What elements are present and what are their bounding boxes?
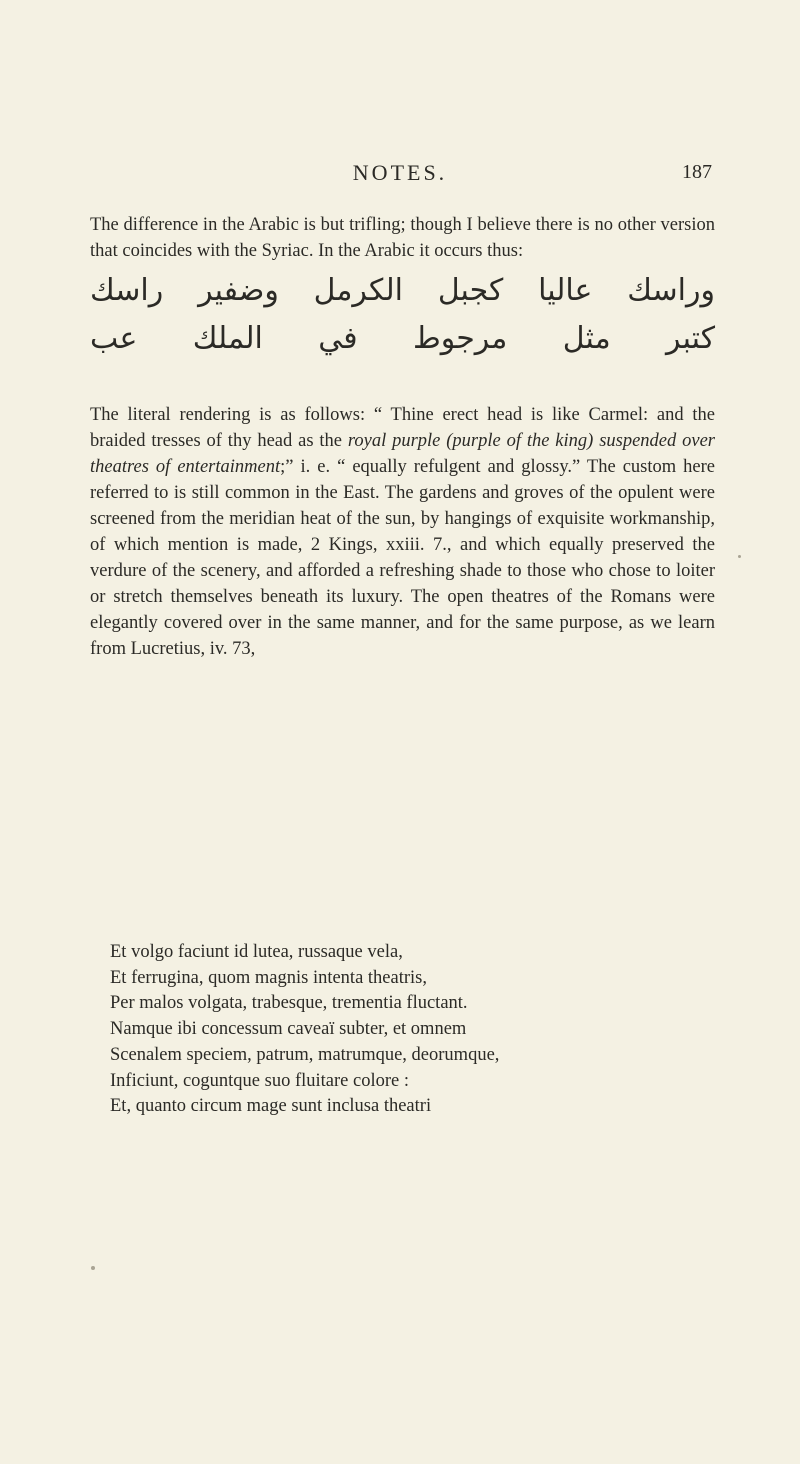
verse-line: Scenalem speciem, patrum, matrumque, deorumque, [110, 1044, 500, 1065]
verse-line: Et ferrugina, quom magnis intenta theatris, [110, 967, 427, 988]
paper-speck [738, 555, 741, 558]
verse-line: Per malos volgata, trabesque, trementia fluctant. [110, 993, 468, 1014]
arabic-quotation [90, 267, 715, 363]
verse-line: Et, quanto circum mage sunt inclusa theatri [110, 1096, 432, 1117]
running-head: NOTES. [352, 160, 448, 185]
intro-paragraph-block [90, 212, 715, 264]
commentary-text: The literal rendering is as follows: “ Thine erect head is like Carmel: and the braided tresses of thy head as the [90, 405, 715, 451]
verse-line: Et volgo faciunt id lutea, russaque vela, [110, 942, 403, 962]
latin-verse-quotation [110, 940, 730, 1120]
intro-paragraph: The difference in the Arabic is but trifling; though I believe there is no other version that coincides with the Syriac. In the Arabic it occurs thus: [90, 215, 715, 261]
paper-speck [91, 1266, 95, 1270]
arabic-line: كتبر مثل مرجوط في الملك عب [90, 321, 715, 356]
arabic-line: وراسك عاليا كجبل الكرمل وضفير راسك [90, 273, 715, 308]
verse-line: Namque ibi concessum caveaï subter, et omnem [110, 1019, 467, 1040]
commentary-italic-phrase: royal purple (purple of the king) suspended over theatres of entertainment [90, 431, 716, 477]
page-number: 187 [682, 161, 712, 183]
commentary-block [90, 402, 715, 662]
verse-line: Inficiunt, coguntque suo fluitare colore : [110, 1070, 409, 1091]
commentary-paragraph [90, 402, 715, 662]
page-header [0, 160, 800, 190]
commentary-text: ;” i. e. “ equally refulgent and glossy.” The custom here referred to is still common in the East. The gardens and groves of the opulent were screened from the meridian heat of the sun, by hangings of exquisite workmanship, of which mention is made, 2 Kings, xxiii. 7., and which equally preserved the verdure of the scenery, and afforded a refreshing shade to those who chose to loiter or stretch themselves beneath its luxury. The open theatres of the Romans were elegantly covered over in the same manner, and for the same purpose, as we learn from Lucretius, iv. 73, [90, 457, 715, 659]
